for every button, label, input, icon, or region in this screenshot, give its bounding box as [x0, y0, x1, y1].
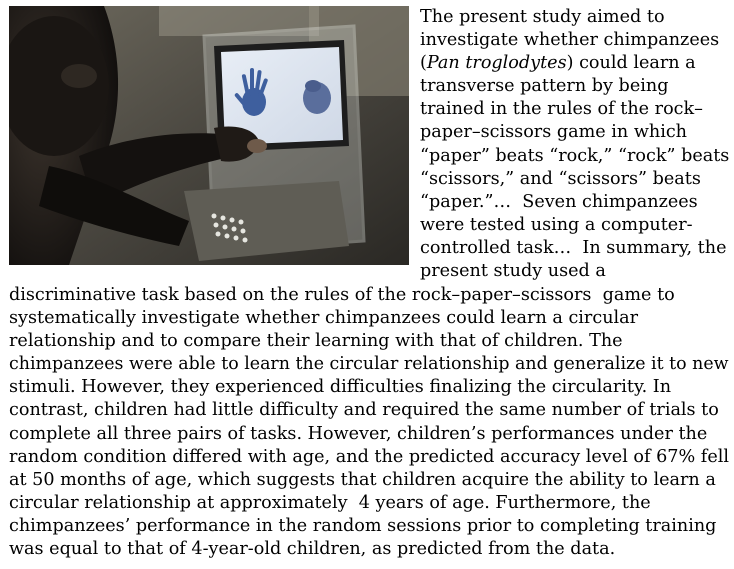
text-line: transverse pattern by being: [420, 76, 669, 97]
text-line: complete all three pairs of tasks. However, children’s performances under the: [9, 423, 708, 444]
text-line: trained in the rules of the rock–: [420, 99, 703, 120]
text-line: investigate whether chimpanzees: [420, 30, 720, 51]
text-line: were tested using a computer-: [420, 214, 693, 235]
text-line: “scissors,” and “scissors” beats: [420, 168, 701, 189]
text-line: The present study aimed to: [420, 7, 665, 27]
text-line: contrast, children had little difficulty and required the same number of trials to: [9, 400, 719, 421]
full-width-text: [9, 284, 729, 561]
text-line: stimuli. However, they experienced difficulties finalizing the circularity. In: [9, 377, 672, 398]
text-line: present study used a: [420, 261, 606, 282]
text-line: paper–scissors game in which: [420, 122, 688, 143]
text-line: (Pan troglodytes) could learn a: [420, 53, 696, 74]
text-line: at 50 months of age, which suggests that children acquire the ability to learn a: [9, 469, 716, 490]
species-name: Pan troglodytes: [426, 53, 567, 74]
text-line: circular relationship at approximately 4 years of age. Furthermore, the: [9, 492, 651, 513]
text-line: chimpanzees were able to learn the circular relationship and generalize it to new: [9, 354, 729, 375]
text-line: relationship and to compare their learning with that of children. The: [9, 331, 623, 352]
text-line: discriminative task based on the rules of the rock–paper–scissors game to: [9, 285, 675, 305]
text-line: was equal to that of 4-year-old children, as predicted from the data.: [9, 539, 616, 560]
chimpanzee-touchscreen-photo: [9, 6, 409, 265]
text-line: random condition differed with age, and the predicted accuracy level of 67% fell: [9, 446, 729, 467]
text-line: chimpanzees’ performance in the random sessions prior to completing training: [9, 515, 717, 536]
text-line: “paper.”… Seven chimpanzees: [420, 191, 698, 212]
text-line: controlled task… In summary, the: [420, 237, 727, 258]
text-line: systematically investigate whether chimpanzees could learn a circular: [9, 308, 639, 329]
wrapped-text-column: [420, 6, 730, 283]
text-line: “paper” beats “rock,” “rock” beats: [420, 145, 730, 166]
